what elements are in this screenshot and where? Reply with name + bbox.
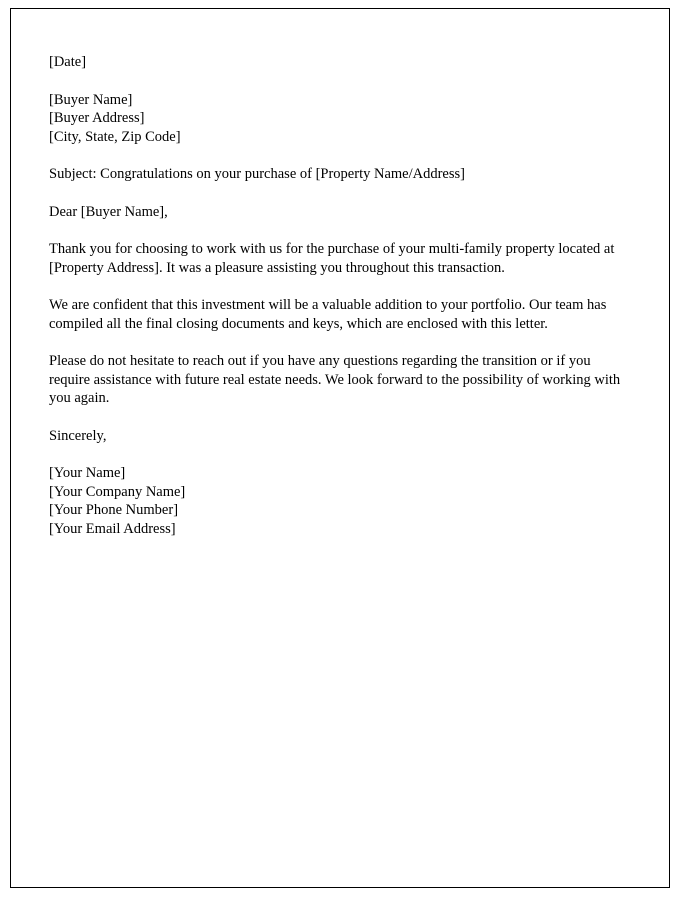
body-paragraph-2: We are confident that this investment will be a valuable addition to your portfolio. Our team has compiled all the final closing documents and keys, which are enclosed with this letter. [49,297,607,332]
subject-line: Subject: Congratulations on your purchase of [Property Name/Address] [49,166,465,182]
signature-phone: [Your Phone Number] [49,502,179,518]
recipient-address-block [49,91,629,147]
body-paragraph-1: Thank you for choosing to work with us for the purchase of your multi-family property located at [Property Address]. It was a pleasure assisting you throughout this transaction. [49,241,615,276]
recipient-city-state-zip: [City, State, Zip Code] [49,128,181,145]
signature-company: [Your Company Name] [49,483,186,500]
signature-email: [Your Email Address] [49,520,176,537]
closing: Sincerely, [49,427,107,444]
date-line: [Date] [49,54,87,70]
recipient-name: [Buyer Name] [49,91,133,108]
letter-content [11,9,669,538]
body-paragraph-3: Please do not hesitate to reach out if you have any questions regarding the transition or if you require assistance with future real estate needs. We look forward to the possibility of working with you again. [49,353,621,406]
letter-page [10,8,670,888]
salutation: Dear [Buyer Name], [49,203,168,220]
date-block [49,53,629,72]
signature-name: [Your Name] [49,465,126,481]
recipient-address: [Buyer Address] [49,110,145,126]
signature-block [49,464,629,538]
